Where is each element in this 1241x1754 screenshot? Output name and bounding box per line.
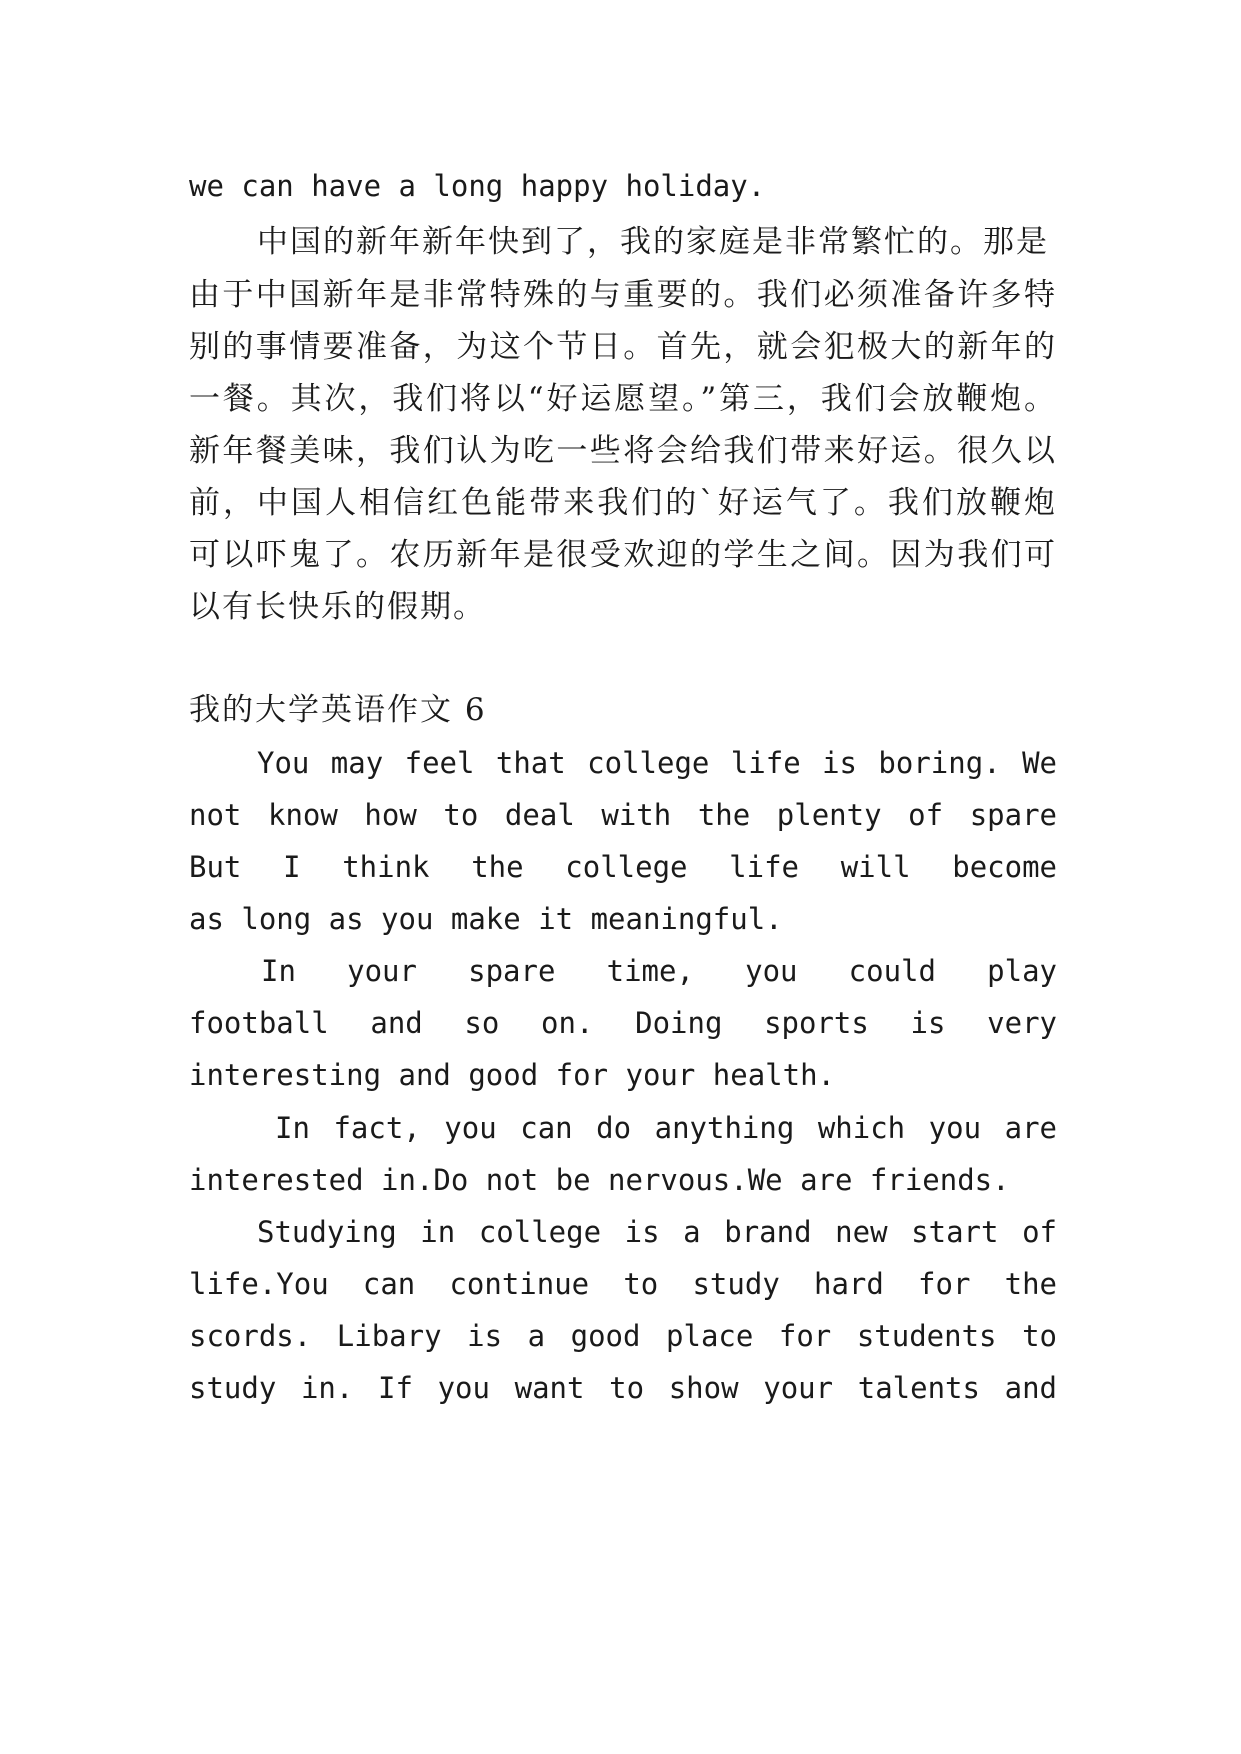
text-line: Studying in college is a brand new start of: [257, 1215, 1057, 1249]
text-line: interested in.Do not be nervous.We are friends.: [189, 1163, 1010, 1197]
text-line: 前，中国人相信红色能带来我们的`好运气了。我们放鞭炮: [189, 485, 1057, 521]
text-line: scords. Libary is a good place for students to: [189, 1319, 1057, 1353]
text-line: 别的事情要准备，为这个节日。首先，就会犯极大的新年的: [189, 329, 1057, 365]
text-line: You may feel that college life is boring. We: [257, 746, 1057, 780]
text-line: as long as you make it meaningful.: [189, 902, 783, 936]
text-line: In your spare time, you could play: [261, 954, 1057, 988]
text-line: football and so on. Doing sports is very: [189, 1006, 1057, 1040]
text-line: life.You can continue to study hard for the: [189, 1267, 1057, 1301]
text-line: not know how to deal with the plenty of spare: [189, 798, 1057, 832]
text-line: In fact, you can do anything which you are: [275, 1111, 1057, 1145]
text-line: But I think the college life will become: [189, 850, 1057, 884]
text-line: 一餐。其次，我们将以“好运愿望。”第三，我们会放鞭炮。: [189, 381, 1057, 417]
section-heading: 我的大学英语作文 6: [189, 692, 487, 728]
text-line: interesting and good for your health.: [189, 1058, 836, 1092]
text-line: 以有长快乐的假期。: [189, 589, 486, 625]
text-line: 可以吓鬼了。农历新年是很受欢迎的学生之间。因为我们可: [189, 537, 1057, 573]
text-line: we can have a long happy holiday.: [189, 169, 766, 203]
text-line: 新年餐美味，我们认为吃一些将会给我们带来好运。很久以: [189, 433, 1057, 469]
text-line: 由于中国新年是非常特殊的与重要的。我们必须准备许多特: [189, 277, 1057, 313]
text-line: 中国的新年新年快到了，我的家庭是非常繁忙的。那是: [257, 224, 1049, 260]
text-line: study in. If you want to show your talents and: [189, 1371, 1057, 1405]
